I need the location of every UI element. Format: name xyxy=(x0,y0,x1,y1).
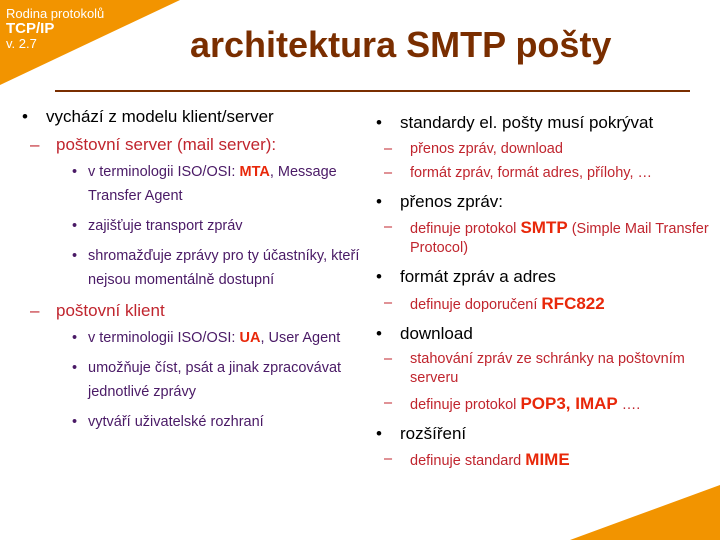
bullet-client-server: • vychází z modelu klient/server xyxy=(18,106,363,128)
highlight-mime: MIME xyxy=(525,450,570,469)
bullet-mail-client: – poštovní klient xyxy=(18,300,363,322)
series-version: v. 2.7 xyxy=(6,36,37,51)
highlight-ua: UA xyxy=(239,330,261,346)
bullet-smtp xyxy=(372,218,717,258)
text: v terminologii ISO/OSI: xyxy=(88,164,240,180)
text: v terminologii ISO/OSI: xyxy=(88,330,240,346)
bullet-standards: • standardy el. pošty musí pokrývat xyxy=(372,112,717,134)
text: , Message Transfer Agent xyxy=(88,164,337,204)
bullet-mime xyxy=(372,450,717,471)
bullet-std-transfer: – přenos zpráv, download xyxy=(372,140,717,159)
bullet-server-transport: • zajišťuje transport zpráv xyxy=(18,214,363,238)
text: …. xyxy=(617,397,641,413)
title-rule xyxy=(55,90,690,92)
bullet-transfer: • přenos zpráv: xyxy=(372,191,717,213)
bullet-client-ua xyxy=(18,326,363,350)
text: , User Agent xyxy=(260,330,341,346)
bullet-std-format: – formát zpráv, formát adres, přílohy, … xyxy=(372,164,717,183)
highlight-pop3-imap: POP3, IMAP xyxy=(520,394,618,413)
left-column xyxy=(18,106,363,434)
bullet-rfc822 xyxy=(372,294,717,315)
highlight-smtp: SMTP xyxy=(520,218,568,237)
bullet-server-store: • shromažďuje zprávy pro ty účastníky, kteří nejsou momentálně dostupní xyxy=(18,244,363,292)
series-label xyxy=(6,6,104,51)
bullet-pop3-imap xyxy=(372,394,717,415)
bullet-client-read-write: • umožňuje číst, psát a jinak zpracovávat jednotlivé zprávy xyxy=(18,356,363,404)
highlight-rfc822: RFC822 xyxy=(541,294,605,313)
bullet-format: • formát zpráv a adres xyxy=(372,266,717,288)
corner-decoration-bottom-right xyxy=(570,485,720,540)
text: definuje standard xyxy=(410,453,526,469)
text: definuje protokol xyxy=(410,221,521,237)
bullet-server-mta xyxy=(18,160,363,208)
bullet-client-ui: • vytváří uživatelské rozhraní xyxy=(18,410,363,434)
text: (Simple Mail Transfer Protocol) xyxy=(410,221,709,256)
text: definuje protokol xyxy=(410,397,521,413)
text: definuje doporučení xyxy=(410,297,542,313)
bullet-mail-server: – poštovní server (mail server): xyxy=(18,134,363,156)
series-line-1: Rodina protokolů xyxy=(6,6,105,21)
right-column xyxy=(372,106,717,471)
bullet-extensions: • rozšíření xyxy=(372,423,717,445)
series-line-2: TCP/IP xyxy=(6,20,55,37)
slide-title: architektura SMTP pošty xyxy=(190,24,612,65)
highlight-mta: MTA xyxy=(239,164,270,180)
bullet-download-desc: – stahování zpráv ze schránky na poštovním serveru xyxy=(372,350,717,388)
bullet-download: • download xyxy=(372,323,717,345)
